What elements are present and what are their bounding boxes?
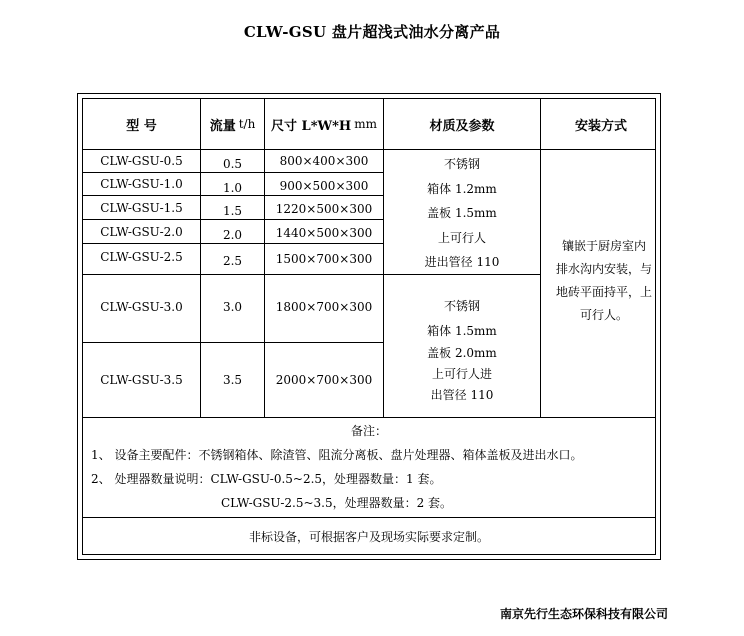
- material-line: 箱体 1.5mm: [427, 323, 497, 338]
- cell-size: 1800×700×300: [275, 300, 373, 314]
- cell-model: CLW-GSU-3.0: [100, 300, 183, 314]
- notes-divider: [83, 517, 655, 518]
- header-size: 尺寸 L*W*H mm: [271, 117, 377, 134]
- cell-model: CLW-GSU-1.0: [100, 177, 183, 191]
- material-line: 不锈钢: [443, 157, 480, 171]
- material-line: 进出管径 110: [424, 255, 500, 269]
- cell-size: 1220×500×300: [275, 202, 373, 216]
- row-divider: [83, 219, 383, 220]
- install-line: 镶嵌于厨房室内: [561, 239, 646, 253]
- cell-model: CLW-GSU-2.5: [100, 250, 183, 264]
- install-method: [547, 235, 661, 327]
- cell-model: CLW-GSU-2.0: [100, 225, 183, 239]
- cell-flow: 2.5: [222, 254, 243, 268]
- material-line: 上可行人进: [431, 367, 492, 381]
- header-install: 安装方式: [574, 118, 627, 134]
- header-size-unit: mm: [354, 117, 377, 131]
- cell-size: 900×500×300: [279, 179, 369, 193]
- material-spec-group-1: [384, 152, 540, 275]
- note-line-3: CLW-GSU-2.5~3.5，处理器数量：2 套。: [221, 496, 453, 510]
- header-model: 型 号: [126, 118, 157, 134]
- cell-size: 1440×500×300: [275, 226, 373, 240]
- material-line: 上可行人: [437, 230, 486, 245]
- note-line-1: 1、 设备主要配件：不锈钢箱体、除渣管、阻流分离板、盘片处理器、箱体盖板及进出水口。: [91, 448, 583, 462]
- note-line-2: 2、 处理器数量说明：CLW-GSU-0.5~2.5，处理器数量：1 套。: [91, 472, 442, 486]
- cell-size: 1500×700×300: [275, 252, 373, 266]
- table-outer-frame: [77, 93, 661, 560]
- header-flow: 流量 t/h: [209, 117, 256, 134]
- cell-size: 800×400×300: [279, 154, 369, 168]
- cell-flow: 1.0: [222, 181, 243, 195]
- header-flow-unit: t/h: [238, 117, 256, 131]
- cell-flow: 3.0: [222, 300, 243, 314]
- company-name: 南京先行生态环保科技有限公司: [499, 607, 668, 621]
- install-line: 地砖平面持平，上: [555, 285, 652, 299]
- install-line: 排水沟内安装，与: [555, 262, 652, 276]
- cell-model: CLW-GSU-1.5: [100, 201, 183, 215]
- spec-table: [82, 98, 656, 555]
- row-divider: [83, 243, 383, 244]
- material-line: 盖板 1.5mm: [427, 206, 497, 220]
- material-line: 盖板 2.0mm: [427, 346, 497, 360]
- install-line: 可行人。: [579, 308, 628, 322]
- header-material: 材质及参数: [429, 118, 495, 134]
- cell-flow: 3.5: [222, 373, 243, 387]
- cell-flow: 0.5: [222, 157, 243, 171]
- cell-flow: 2.0: [222, 228, 243, 242]
- material-spec-group-2: [384, 294, 540, 406]
- material-line: 不锈钢: [443, 299, 480, 313]
- document-title: CLW-GSU 盘片超浅式油水分离产品: [243, 23, 501, 41]
- table-body-bottom: [83, 417, 655, 418]
- cell-model: CLW-GSU-0.5: [100, 154, 183, 168]
- cell-size: 2000×700×300: [275, 373, 373, 387]
- row-divider: [83, 342, 383, 343]
- material-line: 出管径 110: [430, 388, 494, 402]
- notes-title: 备注：: [350, 424, 387, 438]
- header-divider: [83, 149, 655, 150]
- cell-model: CLW-GSU-3.5: [100, 373, 183, 387]
- material-line: 箱体 1.2mm: [427, 181, 497, 196]
- row-divider: [83, 172, 383, 173]
- cell-flow: 1.5: [222, 204, 243, 218]
- row-divider: [83, 195, 383, 196]
- custom-note: 非标设备，可根据客户及现场实际要求定制。: [248, 530, 489, 544]
